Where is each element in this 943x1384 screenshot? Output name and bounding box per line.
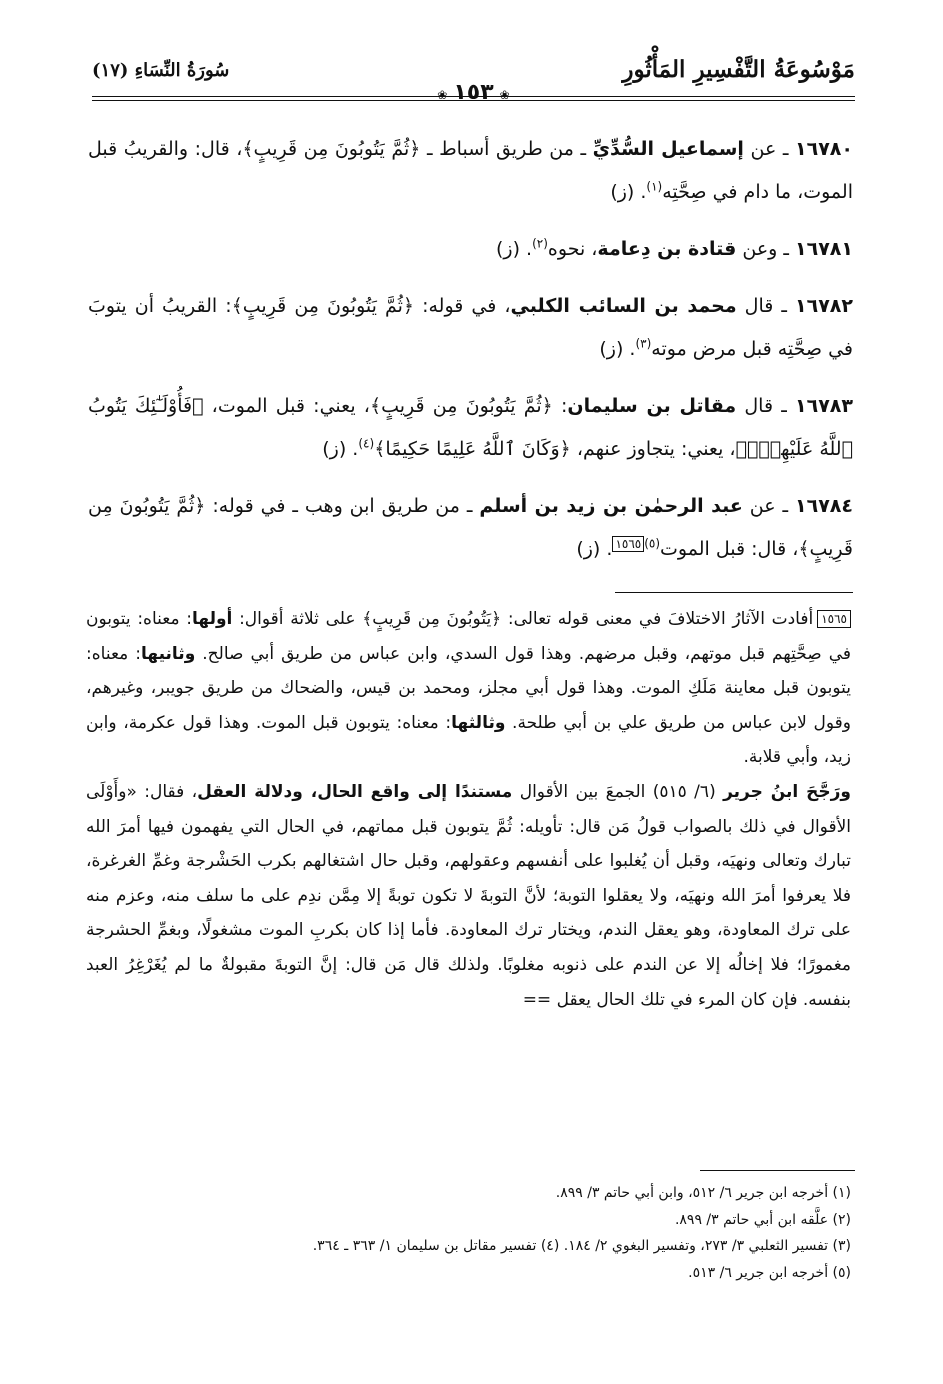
commentary-note [86,602,851,1017]
surah-title: سُورَةُ النِّسَاءِ (١٧) [92,60,230,81]
entry-text: ، في قوله: [414,295,511,317]
entry-number: ١٦٧٨٣ [795,395,853,417]
page-header [92,56,855,105]
entry-text: . (ز) [322,438,359,460]
narrator-name: إسماعيل السُّدِّيِّ [592,138,744,160]
footnote-ref: (١) [646,179,663,194]
entry-text: ، قال: قبل الموت [660,538,799,560]
quran-verse: ﴿يَتُوبُونَ مِن قَرِيبٍ﴾ [362,609,502,629]
entry-text: ـ من طريق أسباط ـ [420,138,593,160]
entry-text: ، يعني: يتجاوز عنهم، [570,438,736,460]
note-text: ، فقال: «وأَوْلَى الأقوال في ذلك بالصواب قولُ مَن قال: تأويله: ثُمَّ يتوبون قبل مماتهم، في الحال التي يفهمون فيها أمرَ الله تبارك وتعالى ونهيَه، وقبل أن يُغلبوا على أنفسهم وعقولهم، وقبل حال اشتغالهم بكرب الحَشْرجة وغمِّ الغرغرة، فلا يعرفوا أمرَ الله ونهيَه، ولا يعقلوا التوبة؛ لأنَّ التوبةَ لا تكون توبةً إلا مِمَّن ندِم على ما سلف منه، وعزم منه على ترك المعاودة، وهو يعقل الندم، ويختار ترك المعاودة. فأما إذا كان بكربِ الموت مشغولًا، وبغمِّ الحشرجة مغمورًا؛ فلا إخالُه إلا عن الندم على ذنوبه مغلوبًا. ولذلك قال مَن قال: إنَّ التوبةَ مقبولةٌ ما لم يُغَرْغِرُ العبد بنفسه. فإن كان المرء في تلك الحال يعقل == [86,781,851,1010]
entry-text: ـ قال [736,395,795,417]
note-paragraph-2 [86,775,851,1017]
narrator-name: قتادة بن دِعامة [597,238,737,260]
quran-verse: ﴿ثُمَّ يَتُوبُونَ مِن قَرِيبٍ﴾ [242,138,421,160]
note-code-ref[interactable]: ١٥٦٥ [612,536,644,552]
quran-verse: ﴿فَأُوْلَـٰٓئِكَ يَتُوبُ ٱللَّهُ عَلَيْهِمْۗ﴾ [88,395,853,460]
entry-number: ١٦٧٨١ [795,238,853,260]
footnotes-separator [700,1170,855,1171]
entry-text: ـ قال [736,295,795,317]
entry-number: ١٦٧٨٤ [795,495,853,517]
quran-verse: ﴿ثُمَّ يَتُوبُونَ مِن قَرِيبٍ﴾ [369,395,553,417]
footnotes [86,1180,851,1286]
entry-text: . (ز) [599,338,636,360]
ornament-icon: ❀ [437,88,448,102]
entry-16780 [88,128,853,214]
footnote: (٥) أخرجه ابن جرير ٦/ ٥١٣. [688,1264,851,1281]
narrator-name: محمد بن السائب الكلبي [510,295,737,317]
entry-text: : [552,395,568,417]
athar-entries [88,128,853,585]
footnote-ref: (٥) [644,536,661,551]
footnote: (٣) تفسير الثعلبي ٣/ ٢٧٣، وتفسير البغوي ٢/ ١٨٤. (٤) تفسير مقاتل بن سليمان ١/ ٣٦٣ ـ ٣٦٤. [312,1238,851,1254]
entry-16781 [88,228,853,271]
header-rule-thin [92,100,855,101]
entry-number: ١٦٧٨٢ [795,295,853,317]
note-text: : معناه: يتوبون في صِحَّتِهم قبل موتهم، وقبل مرضهم. وهذا قول السدي، وابن عباس من طريق أبي صالح. [86,609,851,664]
note-text: : معناه: يتوبون قبل الموت. وهذا قول عكرمة، وابن زيد، وأبي قلابة. [86,712,851,768]
note-text: (٦/ ٥١٥) الجمعَ بين الأقوال [512,781,724,802]
entry-text: ـ من طريق ابن وهب ـ في قوله: [205,495,480,517]
note-bold: مستندًا إلى واقع الحال، ودلالة العقل [197,781,513,802]
entry-number: ١٦٧٨٠ [795,138,853,160]
note-bold: وثانيها [141,643,196,664]
notes-separator [615,592,853,593]
narrator-name: عبد الرحمٰن بن زيد بن أسلم [479,495,743,517]
entry-text: . (ز) [610,181,647,203]
entry-text: . (ز) [576,538,613,560]
entry-text: . (ز) [496,238,533,260]
entry-text: ـ وعن [736,238,796,260]
book-title: مَوْسُوعَةُ التَّفْسِيرِ المَأْثُورِ [622,56,855,83]
entry-text: ـ عن [743,138,796,160]
footnote-ref: (٣) [635,336,652,351]
quran-verse: ﴿ثُمَّ يَتُوبُونَ مِن قَرِيبٍ﴾ [231,295,415,317]
page-number-row [92,80,855,105]
entry-text: ، نحوه [547,238,598,260]
note-bold: وثالثها [451,712,506,733]
narrator-name: مقاتل بن سليمان [567,395,737,417]
footnote-ref: (٤) [358,436,375,451]
entry-16784 [88,485,853,571]
note-paragraph-1 [86,602,851,775]
quran-verse: ﴿ثُمَّ يَتُوبُونَ مِن قَرِيبٍ﴾ [88,495,853,560]
header-rule [92,96,855,97]
note-text: أفادت الآثارُ الاختلافَ في معنى قوله تعالى: [501,609,814,629]
note-code: ١٥٦٥ [817,610,851,628]
footnote: (٢) علَّقه ابن أبي حاتم ٣/ ٨٩٩. [674,1211,851,1228]
footnote-ref: (٢) [532,236,548,251]
entry-text: ـ عن [742,495,796,517]
quran-verse: ﴿وَكَانَ ٱللَّهُ عَلِيمًا حَكِيمًا﴾ [374,438,571,460]
entry-text: ، يعني: قبل الموت، [203,395,370,417]
note-bold: أولها [192,609,233,629]
note-text: على ثلاثة أقوال: [232,609,363,629]
entry-text: : القريبُ أن يتوبَ في صِحَّتِه قبل مرض موته [88,295,853,360]
entry-16783 [88,385,853,471]
footnote: (١) أخرجه ابن جرير ٦/ ٥١٢، وابن أبي حاتم ٣/ ٨٩٩. [555,1185,851,1201]
ornament-icon: ❀ [499,88,510,102]
note-text: : معناه: يتوبون قبل معاينة مَلَكِ الموت. وهذا قول أبي مجلز، ومحمد بن قيس، والضحاك من طريق جويبر، وغيرهم، وقول لابن عباس من طريق علي بن أبي طلحة. [86,643,851,733]
note-bold: ورَجَّحَ ابنُ جرير [723,781,851,802]
entry-text: ، قال: والقريبُ قبل الموت، ما دام في صِحَّتِه [88,138,853,203]
entry-16782 [88,285,853,371]
page-number: ١٥٣ [453,80,494,105]
